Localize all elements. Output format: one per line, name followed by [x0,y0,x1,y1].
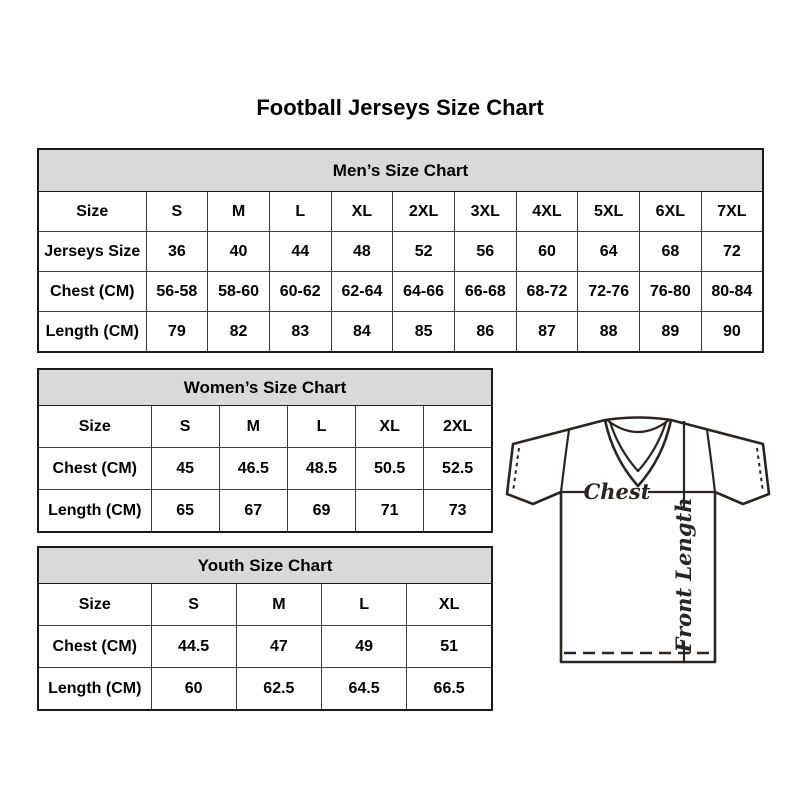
measurement-value: 58-60 [208,272,270,312]
measurement-value: 89 [640,312,702,353]
measurement-value: 76-80 [640,272,702,312]
measurement-value: 90 [701,312,763,353]
size-col-header: XL [331,192,393,232]
jersey-outline [507,418,769,663]
measurement-value: 60 [151,668,236,711]
size-col-header: M [236,584,321,626]
measurement-value: 85 [393,312,455,353]
row-label: Length (CM) [38,668,151,711]
size-col-header: S [151,406,219,448]
page-title: Football Jerseys Size Chart [256,95,544,120]
measurement-row [38,626,492,668]
size-col-header: 7XL [701,192,763,232]
size-col-header: M [219,406,287,448]
size-col-header: S [151,584,236,626]
table-title: Women’s Size Chart [38,369,492,406]
jersey-measurement-diagram [505,398,790,688]
measurement-value: 72-76 [578,272,640,312]
table-title-row [38,369,492,406]
size-col-header: L [269,192,331,232]
size-col-header: 2XL [393,192,455,232]
measurement-value: 69 [287,490,355,533]
measurement-value: 73 [424,490,492,533]
measurement-value: 83 [269,312,331,353]
measurement-value: 87 [516,312,578,353]
measurement-value: 36 [146,232,208,272]
measurement-value: 62-64 [331,272,393,312]
row-label: Chest (CM) [38,626,151,668]
measurement-value: 79 [146,312,208,353]
measurement-value: 60-62 [269,272,331,312]
measurement-value: 52.5 [424,448,492,490]
row-label: Length (CM) [38,490,151,533]
measurement-value: 66-68 [454,272,516,312]
size-col-header: XL [407,584,492,626]
measurement-value: 71 [356,490,424,533]
measurement-value: 82 [208,312,270,353]
row-label-header: Size [38,406,151,448]
measurement-value: 40 [208,232,270,272]
mens-size-chart-table [37,148,764,353]
measurement-value: 48 [331,232,393,272]
measurement-value: 64-66 [393,272,455,312]
measurement-value: 50.5 [356,448,424,490]
size-col-header: 3XL [454,192,516,232]
measurement-value: 56 [454,232,516,272]
measurement-value: 49 [322,626,407,668]
measurement-row [38,490,492,533]
measurement-value: 68-72 [516,272,578,312]
table-title: Men’s Size Chart [38,149,763,192]
measurement-row [38,668,492,711]
row-label: Jerseys Size [38,232,146,272]
measurement-value: 45 [151,448,219,490]
mens-table [37,148,764,353]
row-label-header: Size [38,192,146,232]
measurement-row [38,232,763,272]
womens-size-chart-table [37,368,493,533]
size-col-header: 2XL [424,406,492,448]
measurement-value: 44.5 [151,626,236,668]
measurement-value: 80-84 [701,272,763,312]
measurement-value: 64.5 [322,668,407,711]
size-header-row [38,584,492,626]
measurement-row [38,448,492,490]
measurement-value: 86 [454,312,516,353]
measurement-value: 51 [407,626,492,668]
measurement-value: 66.5 [407,668,492,711]
measurement-value: 72 [701,232,763,272]
measurement-value: 84 [331,312,393,353]
measurement-value: 47 [236,626,321,668]
measurement-value: 48.5 [287,448,355,490]
womens-table [37,368,493,533]
measurement-value: 65 [151,490,219,533]
measurement-value: 60 [516,232,578,272]
size-header-row [38,192,763,232]
row-label: Chest (CM) [38,272,146,312]
size-col-header: L [322,584,407,626]
youth-table [37,546,493,711]
size-col-header: XL [356,406,424,448]
size-col-header: S [146,192,208,232]
row-label: Length (CM) [38,312,146,353]
table-title-row [38,149,763,192]
measurement-row [38,272,763,312]
measurement-row [38,312,763,353]
youth-size-chart-table [37,546,493,711]
measurement-value: 62.5 [236,668,321,711]
measurement-value: 44 [269,232,331,272]
size-col-header: L [287,406,355,448]
measurement-value: 56-58 [146,272,208,312]
measurement-value: 67 [219,490,287,533]
chest-measure-label: Chest [583,479,651,504]
size-col-header: 5XL [578,192,640,232]
measurement-value: 52 [393,232,455,272]
size-col-header: 4XL [516,192,578,232]
size-header-row [38,406,492,448]
row-label: Chest (CM) [38,448,151,490]
size-col-header: M [208,192,270,232]
measurement-value: 88 [578,312,640,353]
measurement-value: 68 [640,232,702,272]
measurement-value: 46.5 [219,448,287,490]
front-length-measure-label: Front Length [671,497,696,653]
table-title: Youth Size Chart [38,547,492,584]
table-title-row [38,547,492,584]
size-col-header: 6XL [640,192,702,232]
measurement-value: 64 [578,232,640,272]
row-label-header: Size [38,584,151,626]
